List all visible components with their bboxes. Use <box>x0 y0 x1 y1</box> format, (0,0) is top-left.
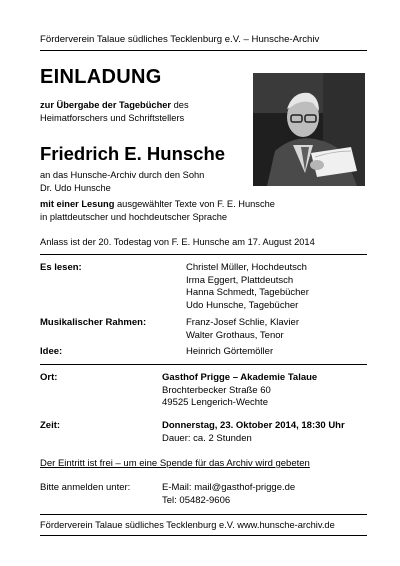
divider <box>40 514 367 515</box>
reading-bold: mit einer Lesung <box>40 199 115 209</box>
list-item: Franz-Josef Schlie, Klavier <box>186 317 299 328</box>
place-block <box>162 372 317 410</box>
list-item: Hanna Schmedt, Tagebücher <box>186 287 309 299</box>
register-phone: Tel: 05482-9606 <box>162 494 231 506</box>
music-list <box>186 317 299 342</box>
readers-label: Es lesen: <box>40 262 82 273</box>
idea-value: Heinrich Görtemöller <box>186 346 274 357</box>
divider <box>40 535 367 536</box>
register-contact <box>162 482 295 507</box>
event-date: Donnerstag, 23. Oktober 2014, 18:30 Uhr <box>162 420 345 431</box>
event-duration: Dauer: ca. 2 Stunden <box>162 432 252 444</box>
page-title: EINLADUNG <box>40 66 162 88</box>
list-item: Irma Eggert, Plattdeutsch <box>186 274 294 286</box>
intro-line2: Heimatforschers und Schriftstellers <box>40 112 185 123</box>
divider <box>40 364 367 365</box>
reading-text <box>40 198 275 223</box>
reading-line2: in plattdeutscher und hochdeutscher Sprache <box>40 211 228 222</box>
divider <box>40 254 367 255</box>
time-label: Zeit: <box>40 420 61 431</box>
time-block <box>162 420 345 445</box>
music-label: Musikalischer Rahmen: <box>40 317 147 328</box>
register-email: E-Mail: mail@gasthof-prigge.de <box>162 482 296 493</box>
portrait-photo <box>253 73 365 186</box>
handover-text <box>40 169 204 194</box>
header-line: Förderverein Talaue südliches Tecklenburg e.V. – Hunsche-Archiv <box>40 34 320 45</box>
list-item: Walter Grothaus, Tenor <box>186 329 284 341</box>
intro-rest: des <box>171 100 189 110</box>
person-name: Friedrich E. Hunsche <box>40 143 226 164</box>
admission-note: Der Eintritt ist frei – um eine Spende für das Archiv wird gebeten <box>40 458 310 469</box>
intro-text <box>40 99 250 124</box>
handover-line1: an das Hunsche-Archiv durch den Sohn <box>40 170 205 180</box>
venue-name: Gasthof Prigge – Akademie Talaue <box>162 372 318 383</box>
list-item: Udo Hunsche, Tagebücher <box>186 299 299 311</box>
occasion-text: Anlass ist der 20. Todestag von F. E. Hunsche am 17. August 2014 <box>40 237 315 247</box>
readers-list <box>186 262 309 312</box>
reading-rest: ausgewählter Texte von F. E. Hunsche <box>114 199 275 209</box>
venue-city: 49525 Lengerich-Wechte <box>162 397 268 409</box>
footer-line: Förderverein Talaue südliches Tecklenburg e.V. www.hunsche-archiv.de <box>40 520 335 530</box>
intro-bold: zur Übergabe der Tagebücher <box>40 100 172 110</box>
place-label: Ort: <box>40 372 58 383</box>
divider <box>40 50 367 51</box>
list-item: Christel Müller, Hochdeutsch <box>186 262 307 273</box>
register-label: Bitte anmelden unter: <box>40 482 131 493</box>
idea-label: Idee: <box>40 346 63 357</box>
handover-line2: Dr. Udo Hunsche <box>40 182 111 193</box>
venue-street: Brochterbecker Straße 60 <box>162 384 271 396</box>
